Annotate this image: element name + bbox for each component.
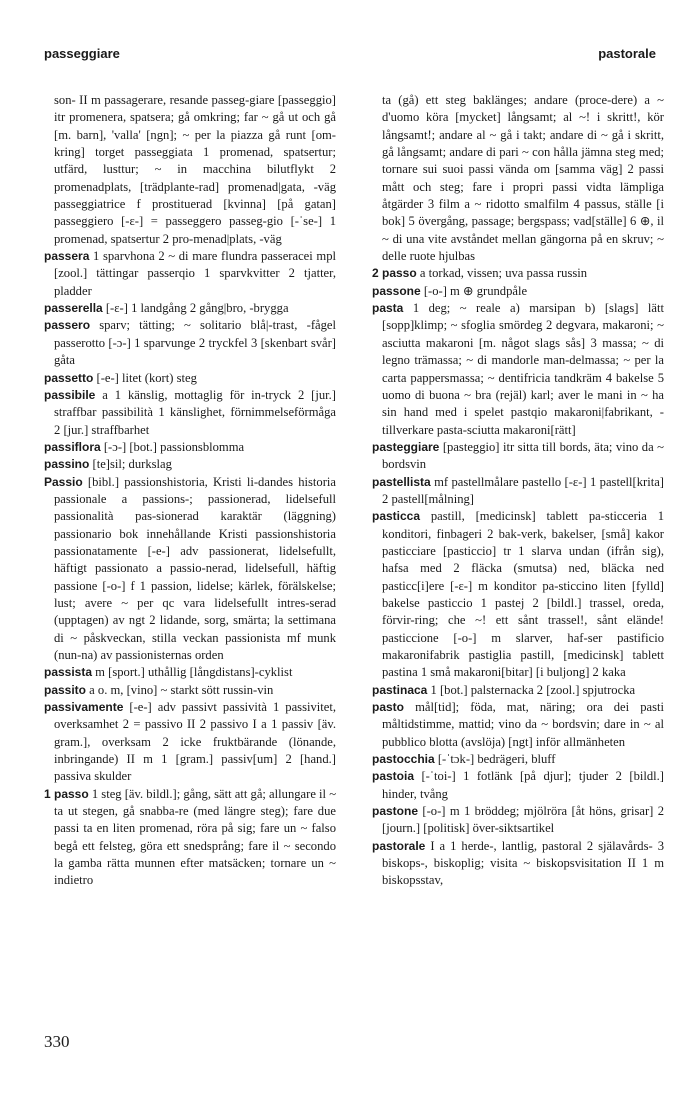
dictionary-entry — [44, 664, 336, 681]
dictionary-entry — [44, 699, 336, 786]
left-column — [44, 92, 336, 890]
entry-headword: pastoia — [372, 769, 415, 784]
entry-text: [bibl.] passionshistoria, Kristi li-dandes historia passionale a passions-; passionerad, lidelsefull passionalità pas-sionerad karaktär (läggning) passionario bok innehållande Kristi passionshistoria passionatamente [-e-] adv passionerat, lidelsefullt, häftigt passionato a passio-nerad, lidelsefull, häftig passione [-o-] f 1 passion, lidelse; kärlek, förälskelse; lust; avere ~ per qc vara lidelsefullt intres-serad (upptagen) av ngt 2 lidande, sorg, smärta; la settimana di ~ påskveckan, stilla veckan passionista mf munk (nun-na) av passionisternas orden — [54, 474, 336, 662]
dictionary-entry — [44, 682, 336, 699]
entry-text: a 1 känslig, mottaglig för in-tryck 2 [jur.] straffbar passibilità 1 känslighet, förnimmelseförmåga 2 [jur.] straffbarhet — [54, 387, 336, 437]
header-last-word: pastorale — [598, 46, 656, 61]
entry-text: m [sport.] uthållig [långdistans]-cyklist — [92, 665, 293, 680]
dictionary-entry — [44, 456, 336, 473]
right-column — [372, 92, 664, 890]
entry-headword: passiflora — [44, 439, 101, 454]
entry-text: [-e-] litet (kort) steg — [93, 370, 197, 385]
entry-headword: Passio — [44, 474, 83, 489]
entry-headword: pasteggiare — [372, 439, 440, 454]
entry-text: pastill, [medicinsk] tablett pa-sticceria 1 konditori, finbageri 2 bak-verk, bakelser, [små] kakor pasticciare [pasticcio] tr 1 slarva undan (ifrån sig), hafsa med 2 fläcka (smutsa) ned, bläcka ned pasticc[i]ere [-ɛ-] m konditor pa-sticcino liten [fylld] bakelse pasticcio 1 pastej 2 [bildl.] trassel, oreda, förvir-ring; che ~! ett sånt trassel!, sånt elände! pasticcione [-o-] m slarver, haf-ser pastificio makaronifabrik pastiglia pastill, [medicinsk] tablett pastina 1 små makaroni[bitar] [i buljong] 2 kaka — [382, 509, 664, 680]
dictionary-entry — [44, 92, 336, 248]
entry-headword: passetto — [44, 370, 94, 385]
entry-text: a o. m, [vino] ~ starkt sött russin-vin — [86, 682, 274, 697]
dictionary-entry — [372, 474, 664, 509]
entry-headword: pastorale — [372, 838, 426, 853]
entry-headword: pastone — [372, 804, 419, 819]
entry-text: ta (gå) ett steg baklänges; andare (proce-dere) a ~ d'uomo köra [mycket] långsamt; al ~! i skritt!, kör långsamt!; andare al ~ gå i takt; andare di ~ gå i skritt, gå långsamt; andare di pari ~ con hålla jämna steg med; tornare sui suoi passi vända om [samma väg] 2 passi mått och steg; fare i propri passi vidta lämpliga åtgärder 3 film a ~ ridotto smalfilm 4 passus, ställe [i bok] 5 övergång, passage; bergspass; vad[ställe] 6 ⊕, il ~ di una vite avståndet mellan gängorna på en skruv; ~ delle ruote hjulbas — [382, 93, 664, 264]
dictionary-entry — [372, 283, 664, 300]
entry-text: a torkad, vissen; uva passa russin — [416, 266, 588, 281]
entry-text: [-ɔ-] [bot.] passionsblomma — [100, 439, 245, 454]
running-header — [44, 46, 656, 66]
dictionary-entry — [372, 751, 664, 768]
dictionary-entry — [44, 786, 336, 890]
dictionary-entry — [372, 508, 664, 681]
dictionary-entry — [44, 439, 336, 456]
page-number: 330 — [44, 1032, 70, 1051]
dictionary-entry — [44, 317, 336, 369]
dictionary-entry — [372, 838, 664, 890]
dictionary-entry — [372, 265, 664, 282]
entry-text: mf pastellmålare pastello [-ɛ-] 1 pastell[krita] 2 pastell[målning] — [382, 474, 664, 506]
entry-headword: passero — [44, 318, 91, 333]
entry-headword: pasticca — [372, 509, 421, 524]
dictionary-entry — [372, 699, 664, 751]
dictionary-entry — [44, 370, 336, 387]
dictionary-entry — [372, 803, 664, 838]
entry-headword: passito — [44, 682, 87, 697]
entry-headword: passone — [372, 283, 421, 298]
entry-text: [-o-] m 1 bröddeg; mjölröra [åt höns, grisar] 2 [journ.] [politisk] över-siktsartikel — [382, 804, 664, 836]
entry-headword: passera — [44, 249, 90, 264]
entry-text: [-e-] adv passivt passività 1 passivitet, overksamhet 2 = passivo II 2 passivo I a 1 passiv [äv. gram.], overksam 2 icke fruktbärande (lönande, inbringande) II m 1 [gram.] passiv[um] 2 [hand.] passiva skulder — [54, 700, 336, 784]
entry-headword: pastellista — [372, 474, 431, 489]
entry-headword: passino — [44, 457, 90, 472]
entry-headword: pastocchia — [372, 752, 435, 767]
entry-text: son- II m passagerare, resande passeg-giare [passeggio] itr promenera, spatsera; gå omkring; far ~ gå ut och gå [m. barn], 'valla' [ngn]; ~ per la piazza gå runt [om-kring] torget passeggiata 1 promenad, spatsertur; utfärd, lusttur; ~ in macchina bilutflykt 2 promenadplats, [trädplante-rad] promenad|gata, -väg passeggiatrice f prostituerad [kvinna] [på gatan] passeggiero [-ɛ-] = passeggero passeg-gio [-ˈse-] 1 promenad, spatsertur 2 pro-menad|plats, -väg — [54, 93, 336, 246]
entry-headword: passerella — [44, 301, 103, 316]
entry-text: sparv; tätting; ~ solitario blå|-trast, -fågel passerotto [-ɔ-] 1 sparvunge 2 tryckfel 3 [skenbart svår] gåta — [54, 318, 336, 368]
dictionary-entry — [372, 439, 664, 474]
entry-text: 1 deg; ~ reale a) marsipan b) [slags] lätt [sopp]klimp; ~ sfoglia smördeg 2 degvara, makaroni; ~ asciutta makaroni [m. något slags sås] 3 massa; ~ di legno trämassa; ~ di mandorle man-delmassa; ~ per la carta pappersmassa; ~ dentifricia tandkräm 4 bakelse 5 uomo di buona ~ bra (rejäl) karl; aver le mani in ~ ha sin hand med i spelet pastqio makaroni|fabrikant, -tillverkare pasta-sciutta makaroni[rätt] — [382, 301, 664, 437]
entry-text: mål[tid]; föda, mat, näring; ora dei pasti måltidstimme, mattid; vino da ~ bordsvin; dare in ~ al pubblico blotta (avslöja) [ngt] inför allmänheten — [382, 700, 664, 749]
entry-headword: pasta — [372, 301, 404, 316]
entry-headword: pasto — [372, 700, 405, 715]
entry-headword: 2 passo — [372, 266, 417, 281]
entry-text: [-ˈtoi-] 1 fotlänk [på djur]; tjuder 2 [bildl.] hinder, tvång — [382, 769, 664, 801]
entry-text: 1 sparvhona 2 ~ di mare flundra passeracei mpl [zool.] tättingar passerqio 1 sparvkvitter 2 tjatter, pladder — [54, 249, 336, 298]
entry-text: 1 [bot.] palsternacka 2 [zool.] spjutrocka — [427, 682, 636, 697]
entry-text: [te]sil; durkslag — [89, 457, 172, 472]
entry-text: [-ˈtɔk-] bedrägeri, bluff — [434, 752, 556, 767]
header-first-word: passeggiare — [44, 46, 120, 61]
entry-headword: passista — [44, 665, 93, 680]
entry-headword: passibile — [44, 387, 96, 402]
dictionary-entry — [372, 92, 664, 265]
dictionary-entry — [44, 300, 336, 317]
dictionary-entry — [372, 768, 664, 803]
dictionary-entry — [44, 474, 336, 665]
entry-headword: pastinaca — [372, 682, 428, 697]
entry-text: [-o-] m ⊕ grundpåle — [420, 283, 528, 298]
entry-text: I a 1 herde-, lantlig, pastoral 2 själavårds- 3 biskops-, biskoplig; visita ~ biskopsvisitation II 1 m biskopsstav, — [382, 838, 664, 888]
entry-text: 1 steg [äv. bildl.]; gång, sätt att gå; allungare il ~ ta ut stegen, gå snabba-re (med längre steg); fare due passi ta en liten promenad, röra på sig; fare un ~ falso begå ett felsteg, göra ett snedsprång; fare il ~ secondo la gamba rätta munnen efter matsäcken; tornare un ~ indietro — [54, 786, 337, 888]
dictionary-entry — [44, 387, 336, 439]
dictionary-entry — [44, 248, 336, 300]
entry-text: [-ɛ-] 1 landgång 2 gång|bro, -brygga — [102, 301, 289, 316]
entry-headword: 1 passo — [44, 786, 89, 801]
entry-text: [pasteggio] itr sitta till bords, äta; vino da ~ bordsvin — [382, 439, 664, 472]
entry-headword: passivamente — [44, 700, 124, 715]
dictionary-entry — [372, 682, 664, 699]
dictionary-entry — [372, 300, 664, 439]
